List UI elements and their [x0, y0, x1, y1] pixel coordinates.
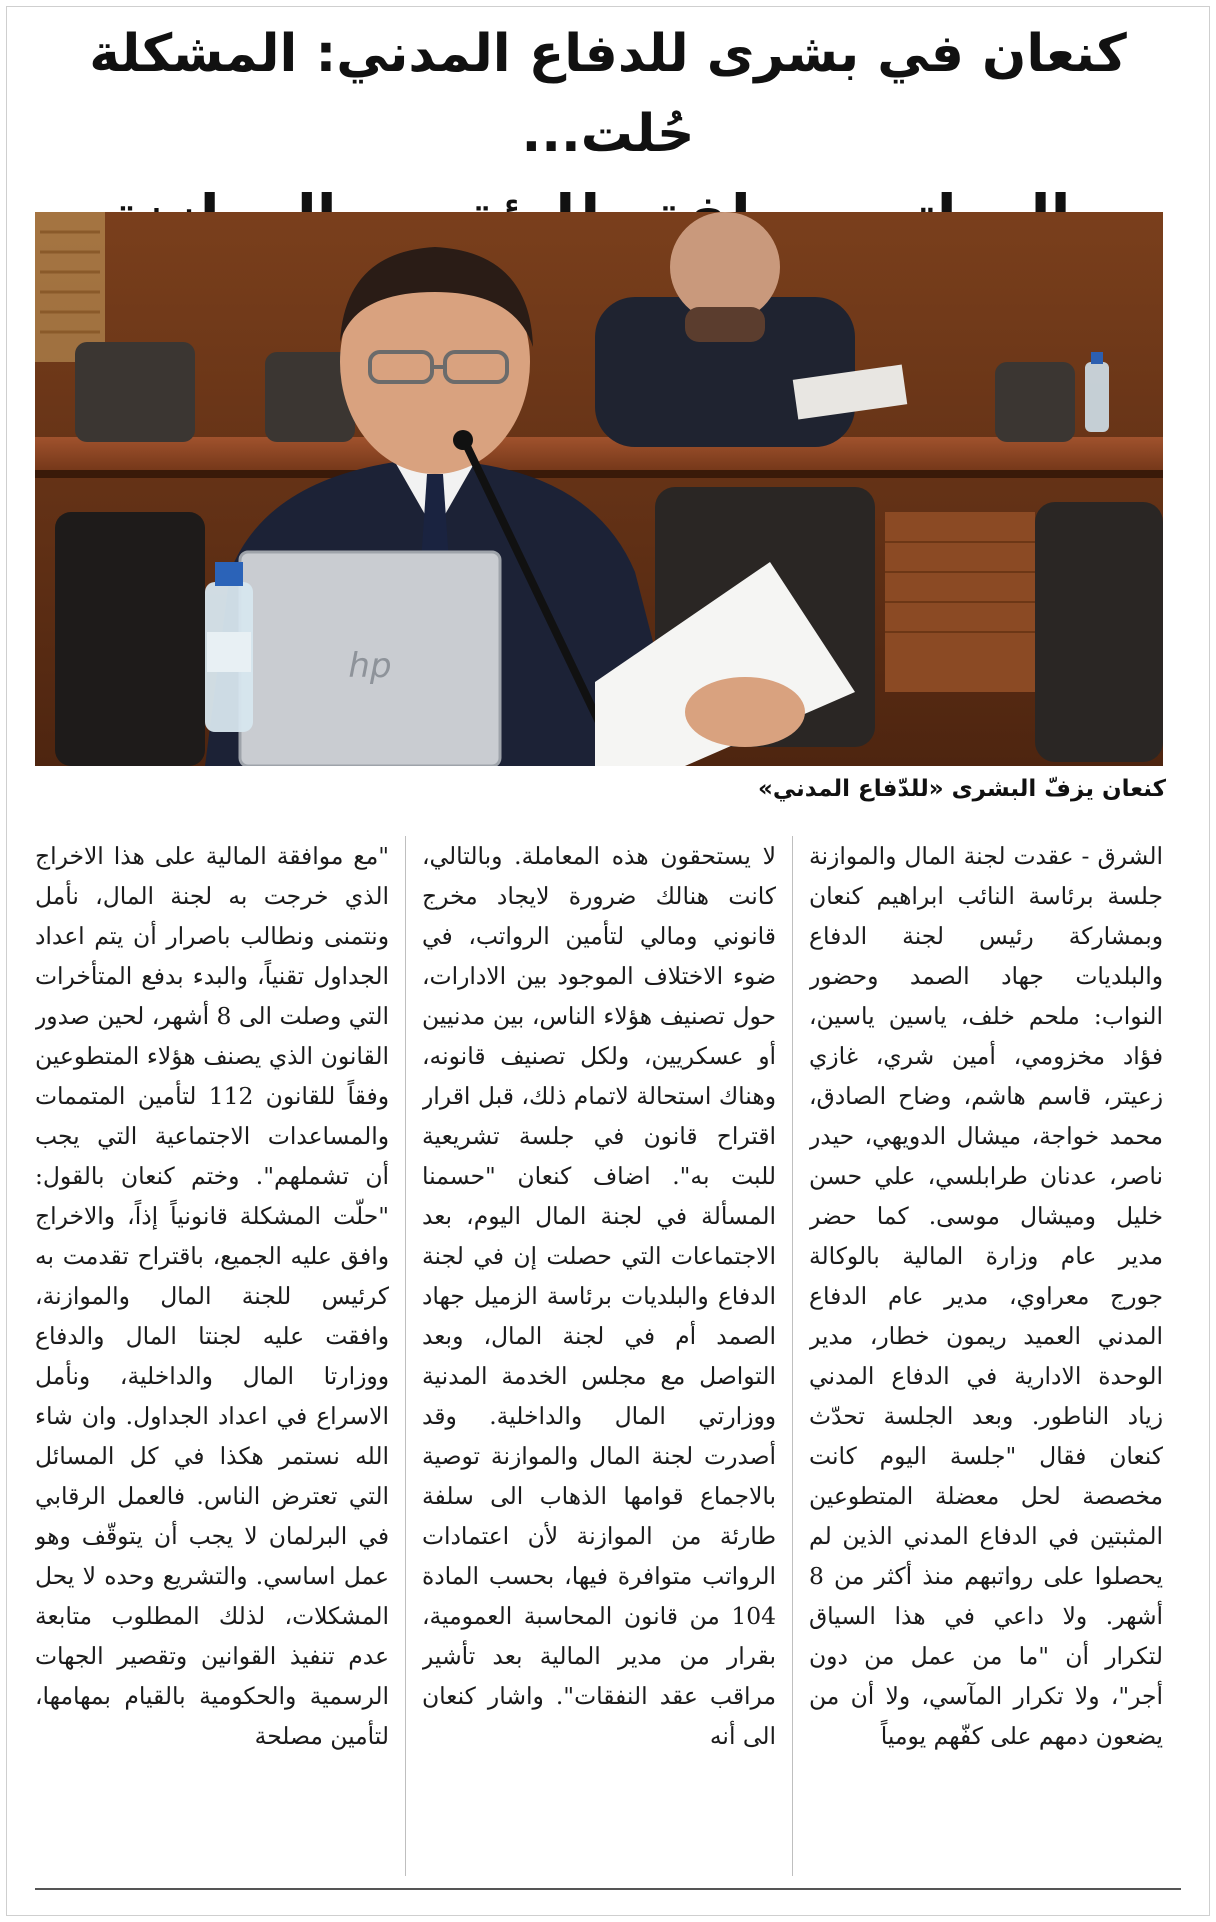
- article-column-3: "مع موافقة المالية على هذا الاخراج الذي خرجت به لجنة المال، نأمل ونتمنى ونطالب باصرار أن يتم اعداد الجداول تقنياً، والبدء بدفع المتأخرات التي وصلت الى 8 أشهر، لحين صدور القانون الذي يصنف هؤلاء المتطوعين وفقاً للقانون 112 لتأمين المتممات والمساعدات الاجتماعية التي يجب أن تشملهم". وختم كنعان بالقول: "حلّت المشكلة قانونياً إذاً، والاخراج وافق عليه الجميع، باقتراح تقدمت به كرئيس للجنة المال والموازنة، وافقت عليه لجنتا المال والدفاع ووزارتا المال والداخلية، ونأمل الاسراع في اعداد الجداول. وان شاء الله نستمر هكذا في كل المسائل التي تعترض الناس. فالعمل الرقابي في البرلمان لا يجب أن يتوقّف وهو عمل اساسي. والتشريع وحده لا يحل المشكلات، لذلك المطلوب متابعة عدم تنفيذ القوانين وتقصير الجهات الرسمية والحكومية بالقيام بمهامها، لتأمين مصلحة: [35, 842, 389, 1750]
- headline-line-1: كنعان في بشرى للدفاع المدني: المشكلة حُلت...: [89, 24, 1127, 164]
- article-photo: [35, 212, 1163, 766]
- laptop-logo: hp: [348, 646, 392, 686]
- bottom-rule: [35, 1888, 1181, 1890]
- article-column-2: لا يستحقون هذه المعاملة. وبالتالي، كانت هنالك ضرورة لايجاد مخرج قانوني ومالي لتأمين الرواتب، في ضوء الاختلاف الموجود بين الادارات، حول تصنيف هؤلاء الناس، بين مدنيين أو عسكريين، ولكل تصنيف قانونه، وهناك استحالة لاتمام ذلك، قبل اقرار اقتراح قانون في جلسة تشريعية للبت به". اضاف كنعان "حسمنا المسألة في لجنة المال اليوم، بعد الاجتماعات التي حصلت إن في لجنة الدفاع والبلديات برئاسة الزميل جهاد الصمد أم في لجنة المال، وبعد التواصل مع مجلس الخدمة المدنية ووزارتي المال والداخلية. وقد أصدرت لجنة المال والموازنة توصية بالاجماع قوامها الذهاب الى سلفة طارئة من الموازنة لأن اعتمادات الرواتب متوافرة فيها، بحسب المادة 104 من قانون المحاسبة العمومية، بقرار من مدير المالية بعد تأشير مراقب عقد النفقات". واشار كنعان الى أنه: [422, 842, 776, 1750]
- article-body: [35, 836, 1163, 1876]
- article-column-1: الشرق - عقدت لجنة المال والموازنة جلسة برئاسة النائب ابراهيم كنعان وبمشاركة رئيس لجنة الدفاع والبلديات جهاد الصمد وحضور النواب: ملحم خلف، ياسين ياسين، فؤاد مخزومي، أمين شري، غازي زعيتر، قاسم هاشم، وضاح الصادق، محمد خواجة، ميشال الدويهي، حيدر ناصر، عدنان طرابلسي، علي حسن خليل وميشال موسى. كما حضر مدير عام وزارة المالية بالوكالة جورج معراوي، مدير عام الدفاع المدني العميد ريمون خطار، مدير الوحدة الادارية في الدفاع المدني زياد الناطور. وبعد الجلسة تحدّث كنعان فقال "جلسة اليوم كانت مخصصة لحل معضلة المتطوعين المثبتين في الدفاع المدني الذين لم يحصلوا على رواتبهم منذ أكثر من 8 أشهر. ولا داعي في هذا السياق لتكرار أن "ما من عمل من دون أجر"، ولا تكرار المآسي، ولا أن من يضعون دمهم على كفّهم يومياً: [809, 842, 1163, 1750]
- column-divider: [792, 836, 793, 1876]
- photo-illustration: [35, 212, 1163, 766]
- column-divider: [405, 836, 406, 1876]
- photo-caption: كنعان يزفّ البشرى «للدّفاع المدني»: [758, 776, 1166, 802]
